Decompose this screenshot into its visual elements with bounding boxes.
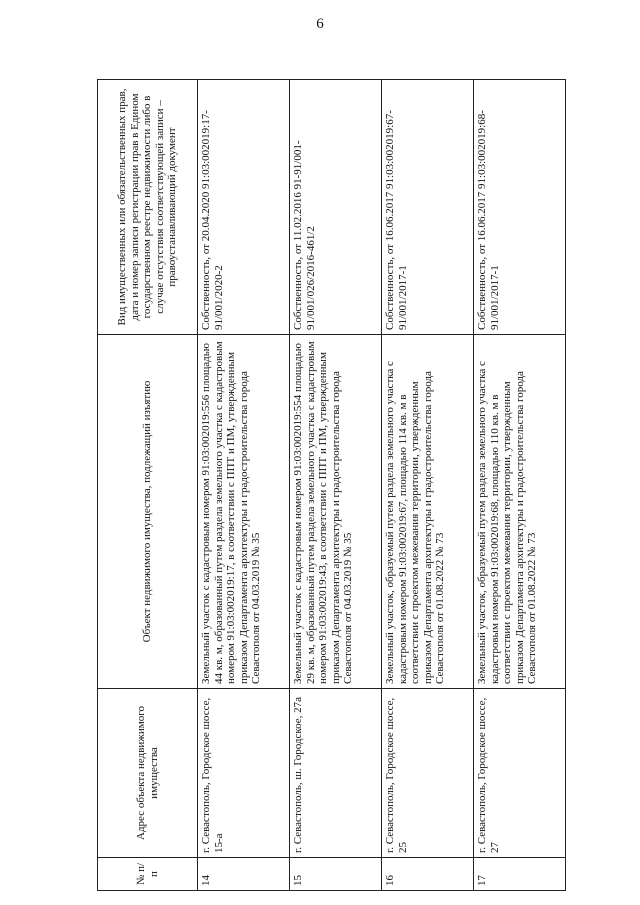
cell-no: 16 <box>382 858 474 891</box>
cell-no: 17 <box>474 858 566 891</box>
cell-rights: Собственность, от 16.06.2017 91:03:002019:68-91/001/2017-1 <box>474 80 566 335</box>
table-header-row <box>98 80 198 891</box>
table-row <box>474 80 566 891</box>
cell-no: 14 <box>198 858 290 891</box>
cell-rights: Собственность, от 16.06.2017 91:03:002019:67-91/001/2017-1 <box>382 80 474 335</box>
table-row <box>382 80 474 891</box>
cell-object: Земельный участок с кадастровым номером 91:03:002019:556 площадью 44 кв. м, образованный путем раздела земельного участка с кадастровым номером 91:03:002019:17, в соответствии с ППТ и ПМ, утвержденным приказом Департамента архитектуры и градостроительства города Севастополя от 04.03.2019 № 35 <box>198 335 290 689</box>
cell-address: г. Севастополь, ш. Городское, 27а <box>290 689 382 858</box>
cell-rights: Собственность, от 20.04.2020 91:03:002019:17-91/001/2020-2 <box>198 80 290 335</box>
header-object: Объект недвижимого имущества, подлежащий изъятию <box>98 335 198 689</box>
cell-object: Земельный участок, образуемый путем раздела земельного участка с кадастровым номером 91:03:002019:67, площадью 114 кв. м в соответствии с проектом межевания территории, утвержденным приказом Департамента архитектуры и градостроительства города Севастополя от 01.08.2022 № 73 <box>382 335 474 689</box>
cell-address: г. Севастополь, Городское шоссе, 15-а <box>198 689 290 858</box>
table-row <box>290 80 382 891</box>
page-number: 6 <box>316 16 324 32</box>
cell-address: г. Севастополь, Городское шоссе, 25 <box>382 689 474 858</box>
property-table <box>97 79 566 891</box>
cell-object: Земельный участок, образуемый путем раздела земельного участка с кадастровым номером 91:03:002019:68, площадью 110 кв. м в соответствии с проектом межевания территории, утвержденным приказом Департамента архитектуры и градостроительства города Севастополя от 01.08.2022 № 73 <box>474 335 566 689</box>
cell-rights: Собственность, от 11.02.2016 91-91/001-91/001/026/2016-461/2 <box>290 80 382 335</box>
header-no: № п/п <box>98 858 198 891</box>
cell-object: Земельный участок с кадастровым номером 91:03:002019:554 площадью 29 кв. м, образованный путем раздела земельного участка с кадастровым номером 91:03:002019:43, в соответствии с ППТ и ПМ, утвержденным приказом Департамента архитектуры и градостроительства города Севастополя от 04.03.2019 № 35 <box>290 335 382 689</box>
table-row <box>198 80 290 891</box>
rotated-table-container <box>97 88 565 891</box>
header-address: Адрес объекта недвижимого имущества <box>98 689 198 858</box>
header-rights: Вид имущественных или обязательственных прав, дата и номер записи регистрации прав в Едином государственном реестре недвижимости либо в случае отсутствия соответствующей записи – правоустанавливающий документ <box>98 80 198 335</box>
cell-address: г. Севастополь, Городское шоссе, 27 <box>474 689 566 858</box>
cell-no: 15 <box>290 858 382 891</box>
